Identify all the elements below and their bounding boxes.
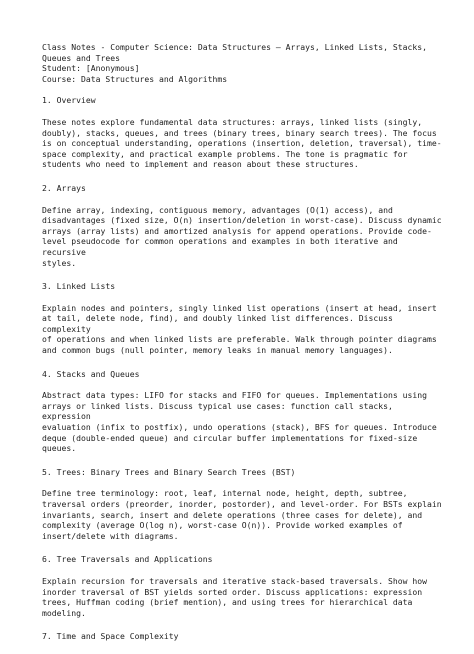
section-linked-lists <box>42 281 442 356</box>
section-body: Define tree terminology: root, leaf, internal node, height, depth, subtree, traversal orders (preorder, inorder, postorder), and level-order. For BSTs explain invariants, search, insert and delete operations (three cases for delete), and complexity (average O(log n), worst-case O(n)). Provide worked examples of insert/delete with diagrams. <box>42 488 442 541</box>
section-arrays <box>42 183 442 268</box>
section-trees <box>42 467 442 542</box>
section-body: Define array, indexing, contiguous memory, advantages (O(1) access), and disadvantages (fixed size, O(n) insertion/deletion in worst-case). Discuss dynamic arrays (array lists) and amortized analysis for append operations. Provide code- level pseudocode for common operations and examples in both iterative and recursive styles. <box>42 204 442 268</box>
section-heading: 4. Stacks and Queues <box>42 368 140 379</box>
section-heading: 6. Tree Traversals and Applications <box>42 554 213 565</box>
document-header <box>42 42 442 84</box>
section-tree-traversals <box>42 554 442 618</box>
student-line: Student: [Anonymous] <box>42 63 140 74</box>
section-heading: 2. Arrays <box>42 182 86 193</box>
document-title-line-2: Queues and Trees <box>42 52 120 63</box>
section-heading: 1. Overview <box>42 95 96 106</box>
course-line: Course: Data Structures and Algorithms <box>42 73 228 84</box>
section-body: Abstract data types: LIFO for stacks and FIFO for queues. Implementations using arrays or linked lists. Discuss typical use cases: function call stacks, expression evaluation (infix to postfix), undo operations (stack), BFS for queues. Introduce deque (double-ended queue) and circular buffer implementations for fixed-size queues. <box>42 390 437 454</box>
section-heading: 7. Time and Space Complexity <box>42 631 179 642</box>
section-body: These notes explore fundamental data structures: arrays, linked lists (singly, doubly), stacks, queues, and trees (binary trees, binary search trees). The focus is on conceptual understanding, operations (insertion, deletion, traversal), time- space complexity, and practical example problems. The tone is pragmatic for students who need to implement and reason about these structures. <box>42 116 442 170</box>
document-title-line-1: Class Notes - Computer Science: Data Structures — Arrays, Linked Lists, Stacks, <box>42 42 427 52</box>
section-body: Explain nodes and pointers, singly linked list operations (insert at head, insert at tail, delete node, find), and doubly linked list differences. Discuss complexity of operations and when linked lists are preferable. Walk through pointer diagrams and common bugs (null pointer, memory leaks in manual memory languages). <box>42 302 437 356</box>
section-body: Explain recursion for traversals and iterative stack-based traversals. Show how inorder traversal of BST yields sorted order. Discuss applications: expression trees, Huffman coding (brief mention), and using trees for hierarchical data modeling. <box>42 575 427 618</box>
section-stacks-queues <box>42 369 442 454</box>
section-heading: 3. Linked Lists <box>42 281 116 292</box>
document-page <box>42 42 442 654</box>
section-overview <box>42 95 442 170</box>
section-heading: 5. Trees: Binary Trees and Binary Search Trees (BST) <box>42 466 296 477</box>
section-complexity <box>42 631 442 642</box>
